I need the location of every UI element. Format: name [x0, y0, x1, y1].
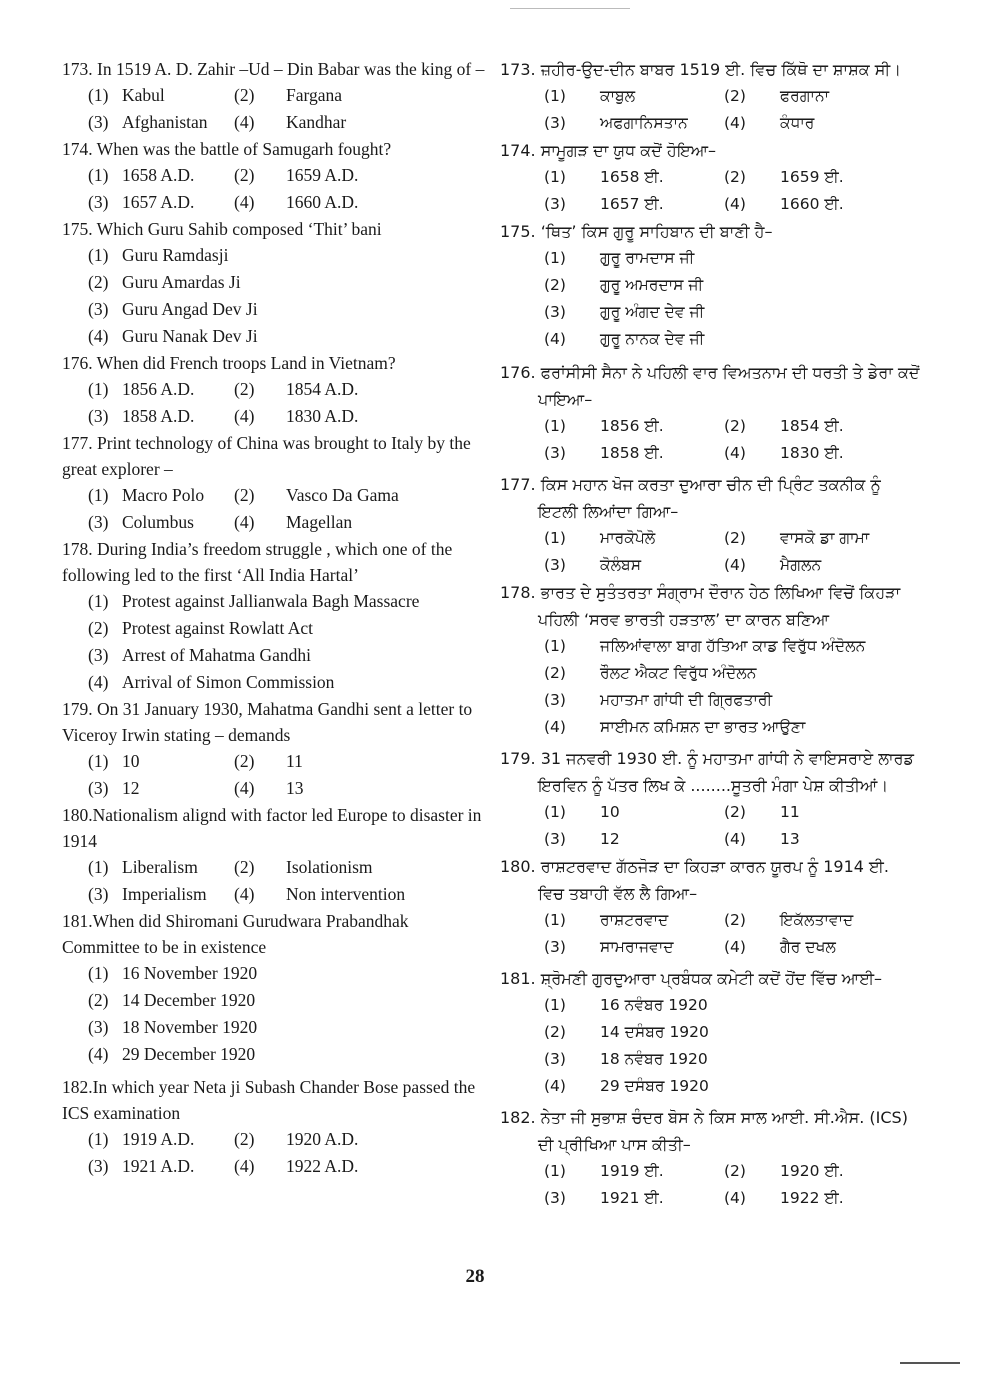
option-text: Afghanistan — [122, 112, 208, 132]
option-number: (2) — [88, 272, 109, 292]
option-number: (3) — [544, 830, 566, 848]
options — [500, 907, 920, 961]
option-number: (1) — [88, 165, 109, 185]
question-text: 181. ਸ਼੍ਰੋਮਣੀ ਗੁਰਦੁਆਰਾ ਪ੍ਰਬੰਧਕ ਕਮੇਟੀ ਕਦੋਂ ਹੋਂਦ ਵਿੱਚ ਆਈ– — [500, 969, 883, 988]
option-row — [544, 633, 920, 660]
option-text: Columbus — [122, 512, 194, 532]
option-row — [88, 960, 487, 987]
option-row — [544, 83, 920, 110]
option-text: 1830 A.D. — [286, 406, 359, 426]
question-text: 176. When did French troops Land in Vietnam? — [62, 353, 396, 373]
option-text: 1658 A.D. — [122, 165, 195, 185]
option-text: 1920 ਈ. — [780, 1162, 844, 1180]
options — [62, 748, 487, 802]
option-row — [88, 642, 487, 669]
question — [500, 965, 920, 1100]
option-text: 29 ਦਸੰਬਰ 1920 — [600, 1077, 709, 1095]
option-number: (1) — [544, 417, 566, 435]
option-row — [544, 191, 920, 218]
option-text: 1660 A.D. — [286, 192, 359, 212]
question — [62, 1074, 487, 1180]
option-row — [544, 552, 920, 579]
option-row — [544, 440, 920, 467]
option-number: (3) — [544, 691, 566, 709]
option-number: (4) — [724, 556, 746, 574]
option-number: (2) — [544, 664, 566, 682]
question — [62, 696, 487, 802]
option-number: (2) — [234, 1129, 255, 1149]
option-number: (1) — [544, 249, 566, 267]
question-text: 173. In 1519 A. D. Zahir –Ud – Din Babar was the king of – — [62, 59, 485, 79]
options — [500, 525, 920, 579]
option-row — [88, 588, 487, 615]
option-number: (3) — [88, 1017, 109, 1037]
options — [500, 245, 920, 353]
option-row — [88, 509, 487, 536]
question-text: 182.In which year Neta ji Subash Chander Bose passed the ICS examination — [62, 1077, 476, 1123]
option-text: Guru Amardas Ji — [122, 272, 241, 292]
options — [500, 164, 920, 218]
english-column — [62, 56, 487, 1186]
option-row — [544, 687, 920, 714]
option-number: (3) — [88, 112, 109, 132]
option-text: 1919 ਈ. — [600, 1162, 664, 1180]
option-number: (2) — [724, 911, 746, 929]
option-number: (1) — [88, 485, 109, 505]
option-text: Arrival of Simon Commission — [122, 672, 335, 692]
option-text: ਗੁਰੂ ਅਮਰਦਾਸ ਜੀ — [600, 276, 704, 294]
option-number: (4) — [234, 192, 255, 212]
option-row — [88, 1014, 487, 1041]
option-text: ਸਾਈਮਨ ਕਮਿਸ਼ਨ ਦਾ ਭਾਰਤ ਆਉਣਾ — [600, 718, 806, 736]
options — [500, 992, 920, 1100]
options — [500, 633, 920, 741]
options — [500, 1158, 920, 1212]
option-row — [544, 110, 920, 137]
option-row — [544, 245, 920, 272]
option-text: 16 ਨਵੰਬਰ 1920 — [600, 996, 708, 1014]
question — [62, 136, 487, 216]
question-text: 174. When was the battle of Samugarh fought? — [62, 139, 392, 159]
option-text: 11 — [780, 803, 800, 821]
option-number: (4) — [724, 195, 746, 213]
option-number: (1) — [88, 1129, 109, 1149]
option-row — [88, 109, 487, 136]
option-text: 14 ਦਸੰਬਰ 1920 — [600, 1023, 709, 1041]
option-text: 1659 ਈ. — [780, 168, 844, 186]
option-number: (3) — [544, 303, 566, 321]
option-number: (3) — [544, 195, 566, 213]
question — [62, 216, 487, 350]
option-row — [88, 242, 487, 269]
option-text: 11 — [286, 751, 303, 771]
question — [500, 471, 920, 579]
option-number: (4) — [88, 672, 109, 692]
options — [62, 1126, 487, 1180]
option-text: 1856 ਈ. — [600, 417, 664, 435]
option-text: ਸਾਮਰਾਜਵਾਦ — [600, 938, 674, 956]
question — [500, 853, 920, 961]
option-row — [544, 299, 920, 326]
option-number: (4) — [234, 112, 255, 132]
option-text: 1657 ਈ. — [600, 195, 664, 213]
option-number: (3) — [88, 1156, 109, 1176]
option-number: (2) — [88, 990, 109, 1010]
option-text: Kandhar — [286, 112, 347, 132]
question — [500, 745, 920, 853]
option-row — [88, 669, 487, 696]
option-text: 1858 ਈ. — [600, 444, 664, 462]
options — [62, 588, 487, 696]
option-text: 1921 A.D. — [122, 1156, 195, 1176]
options — [62, 162, 487, 216]
option-text: Non intervention — [286, 884, 406, 904]
question — [500, 218, 920, 353]
question-text: 176. ਫਰਾਂਸੀਸੀ ਸੈਨਾ ਨੇ ਪਹਿਲੀ ਵਾਰ ਵਿਅਤਨਾਮ ਦੀ ਧਰਤੀ ਤੇ ਡੇਰਾ ਕਦੋਂ ਪਾਇਆ– — [500, 363, 920, 409]
option-text: 1920 A.D. — [286, 1129, 359, 1149]
option-row — [544, 799, 920, 826]
option-text: ਮਹਾਤਮਾ ਗਾਂਧੀ ਦੀ ਗ੍ਰਿਫਤਾਰੀ — [600, 691, 773, 709]
option-number: (1) — [544, 637, 566, 655]
option-number: (3) — [544, 1050, 566, 1068]
option-text: 1919 A.D. — [122, 1129, 195, 1149]
option-text: Protest against Rowlatt Act — [122, 618, 314, 638]
question-text: 174. ਸਾਮੂਗੜ ਦਾ ਯੁਧ ਕਦੋਂ ਹੋਇਆ– — [500, 141, 717, 160]
options — [62, 242, 487, 350]
option-text: ਰਾਸ਼ਟਰਵਾਦ — [600, 911, 669, 929]
option-row — [544, 1185, 920, 1212]
option-number: (3) — [88, 884, 109, 904]
option-number: (1) — [544, 911, 566, 929]
option-row — [88, 854, 487, 881]
option-text: ਕੰਧਾਰ — [780, 114, 815, 132]
option-text: ਇਕੱਲਤਾਵਾਦ — [780, 911, 854, 929]
option-text: Fargana — [286, 85, 343, 105]
question-text: 181.When did Shiromani Gurudwara Prabandhak Committee to be in existence — [62, 911, 409, 957]
option-number: (1) — [88, 857, 109, 877]
options — [500, 799, 920, 853]
option-number: (3) — [88, 299, 109, 319]
question-text: 179. On 31 January 1930, Mahatma Gandhi sent a letter to Viceroy Irwin stating – demands — [62, 699, 473, 745]
option-text: 1830 ਈ. — [780, 444, 844, 462]
option-text: Guru Angad Dev Ji — [122, 299, 258, 319]
option-row — [544, 934, 920, 961]
option-text: ਗੈਰ ਦਖਲ — [780, 938, 836, 956]
option-number: (2) — [88, 618, 109, 638]
question — [500, 1104, 920, 1212]
option-row — [544, 525, 920, 552]
option-text: Vasco Da Gama — [286, 485, 399, 505]
option-text: 12 — [122, 778, 140, 798]
question — [500, 579, 920, 741]
option-number: (3) — [544, 556, 566, 574]
option-number: (4) — [234, 512, 255, 532]
option-text: 18 ਨਵੰਬਰ 1920 — [600, 1050, 708, 1068]
option-number: (2) — [724, 417, 746, 435]
question — [500, 56, 920, 137]
option-row — [88, 482, 487, 509]
question-text: 177. ਕਿਸ ਮਹਾਨ ਖੋਜ ਕਰਤਾ ਦੁਆਰਾ ਚੀਨ ਦੀ ਪ੍ਰਿੰਟ ਤਕਨੀਕ ਨੂੰ ਇਟਲੀ ਲਿਆਂਦਾ ਗਿਆ– — [500, 475, 881, 521]
option-number: (2) — [724, 87, 746, 105]
option-text: Imperialism — [122, 884, 207, 904]
option-text: ਅਫਗਾਨਿਸਤਾਨ — [600, 114, 688, 132]
question — [62, 350, 487, 430]
option-text: ਮਾਰਕੋਪੋਲੋ — [600, 529, 656, 547]
question — [500, 359, 920, 467]
option-number: (1) — [88, 963, 109, 983]
option-row — [544, 164, 920, 191]
option-row — [88, 162, 487, 189]
option-number: (4) — [724, 830, 746, 848]
option-number: (1) — [544, 87, 566, 105]
question-text: 177. Print technology of China was brought to Italy by the great explorer – — [62, 433, 471, 479]
option-text: Magellan — [286, 512, 353, 532]
option-text: Kabul — [122, 85, 165, 105]
option-row — [88, 987, 487, 1014]
option-number: (2) — [234, 165, 255, 185]
option-number: (1) — [88, 591, 109, 611]
option-text: ਜਲਿਆਂਵਾਲਾ ਬਾਗ ਹੱਤਿਆ ਕਾਡ ਵਿਰੁੱਧ ਅੰਦੋਲਨ — [600, 637, 866, 655]
option-number: (3) — [544, 1189, 566, 1207]
options — [62, 82, 487, 136]
option-row — [88, 881, 487, 908]
option-text: Protest against Jallianwala Bagh Massacre — [122, 591, 420, 611]
question-text: 180.Nationalism alignd with factor led Europe to disaster in 1914 — [62, 805, 482, 851]
option-row — [544, 660, 920, 687]
option-text: 18 November 1920 — [122, 1017, 258, 1037]
option-number: (2) — [724, 803, 746, 821]
option-row — [88, 775, 487, 802]
question-text: 182. ਨੇਤਾ ਜੀ ਸੁਭਾਸ਼ ਚੰਦਰ ਬੋਸ ਨੇ ਕਿਸ ਸਾਲ ਆਈ. ਸੀ.ਐਸ. (ICS) ਦੀ ਪ੍ਰੀਖਿਆ ਪਾਸ ਕੀਤੀ– — [500, 1108, 908, 1154]
options — [62, 854, 487, 908]
option-number: (1) — [88, 379, 109, 399]
option-text: Arrest of Mahatma Gandhi — [122, 645, 312, 665]
options — [62, 482, 487, 536]
option-row — [544, 714, 920, 741]
option-number: (4) — [724, 938, 746, 956]
option-number: (2) — [724, 1162, 746, 1180]
option-text: 10 — [122, 751, 140, 771]
question-text: 175. ‘ਥਿਤ’ ਕਿਸ ਗੁਰੂ ਸਾਹਿਬਾਨ ਦੀ ਬਾਣੀ ਹੈ– — [500, 222, 773, 241]
option-row — [88, 748, 487, 775]
option-number: (1) — [88, 85, 109, 105]
option-row — [544, 992, 920, 1019]
option-text: 1854 A.D. — [286, 379, 359, 399]
option-row — [88, 1153, 487, 1180]
option-row — [88, 1041, 487, 1068]
option-number: (3) — [88, 778, 109, 798]
option-text: ਗੁਰੂ ਰਾਮਦਾਸ ਜੀ — [600, 249, 695, 267]
option-row — [544, 272, 920, 299]
option-number: (3) — [544, 938, 566, 956]
option-number: (3) — [544, 114, 566, 132]
option-text: 13 — [780, 830, 800, 848]
option-text: 1858 A.D. — [122, 406, 195, 426]
option-text: 13 — [286, 778, 304, 798]
option-text: 10 — [600, 803, 620, 821]
option-row — [88, 376, 487, 403]
option-number: (2) — [724, 529, 746, 547]
question — [62, 56, 487, 136]
option-number: (4) — [88, 326, 109, 346]
option-number: (1) — [544, 529, 566, 547]
option-number: (2) — [724, 168, 746, 186]
option-text: 1922 A.D. — [286, 1156, 359, 1176]
question-text: 178. During India’s freedom struggle , which one of the following led to the first ‘All India Hartal’ — [62, 539, 453, 585]
option-text: ਗੁਰੂ ਨਾਨਕ ਦੇਵ ਜੀ — [600, 330, 705, 348]
option-text: 1658 ਈ. — [600, 168, 664, 186]
option-text: ਰੌਲਟ ਐਕਟ ਵਿਰੁੱਧ ਅੰਦੋਲਨ — [600, 664, 757, 682]
option-text: Guru Nanak Dev Ji — [122, 326, 258, 346]
option-row — [88, 323, 487, 350]
options — [500, 83, 920, 137]
option-number: (1) — [544, 803, 566, 821]
punjabi-column — [500, 56, 920, 1216]
question — [62, 536, 487, 696]
question-text: 180. ਰਾਸ਼ਟਰਵਾਦ ਗੱਠਜੋੜ ਦਾ ਕਿਹੜਾ ਕਾਰਨ ਯੂਰਪ ਨੂੰ 1914 ਈ. ਵਿਚ ਤਬਾਹੀ ਵੱਲ ਲੈ ਗਿਆ– — [500, 857, 889, 903]
options — [62, 376, 487, 430]
question — [62, 802, 487, 908]
option-row — [88, 1126, 487, 1153]
option-text: Liberalism — [122, 857, 198, 877]
question-text: 175. Which Guru Sahib composed ‘Thit’ bani — [62, 219, 382, 239]
option-text: 1922 ਈ. — [780, 1189, 844, 1207]
option-text: ਵਾਸਕੋ ਡਾ ਗਾਮਾ — [780, 529, 870, 547]
option-number: (4) — [544, 1077, 566, 1095]
option-text: ਕਾਬੁਲ — [600, 87, 636, 105]
option-row — [88, 615, 487, 642]
option-number: (4) — [88, 1044, 109, 1064]
option-number: (1) — [544, 1162, 566, 1180]
option-number: (3) — [88, 512, 109, 532]
option-row — [544, 1158, 920, 1185]
option-row — [88, 403, 487, 430]
option-row — [544, 1046, 920, 1073]
option-number: (2) — [234, 485, 255, 505]
option-number: (4) — [234, 778, 255, 798]
option-text: Guru Ramdasji — [122, 245, 229, 265]
option-number: (3) — [544, 444, 566, 462]
option-row — [544, 907, 920, 934]
option-text: 1921 ਈ. — [600, 1189, 664, 1207]
option-number: (2) — [234, 85, 255, 105]
option-text: ਮੈਗਲਨ — [780, 556, 822, 574]
option-text: ਕੋਲੰਬਸ — [600, 556, 642, 574]
option-number: (2) — [234, 751, 255, 771]
option-row — [544, 326, 920, 353]
option-number: (1) — [544, 996, 566, 1014]
question-text: 179. 31 ਜਨਵਰੀ 1930 ਈ. ਨੂੰ ਮਹਾਤਮਾ ਗਾਂਧੀ ਨੇ ਵਾਇਸਰਾਏ ਲਾਰਡ ਇਰਵਿਨ ਨੂੰ ਪੱਤਰ ਲਿਖ ਕੇ ........ਸੂਤਰੀ ਮੰਗਾ ਪੇਸ਼ ਕੀਤੀਆਂ। — [500, 749, 914, 795]
option-number: (4) — [234, 884, 255, 904]
option-text: 1854 ਈ. — [780, 417, 844, 435]
option-number: (4) — [724, 1189, 746, 1207]
option-text: Isolationism — [286, 857, 373, 877]
option-row — [88, 296, 487, 323]
option-text: 1659 A.D. — [286, 165, 359, 185]
question-text: 178. ਭਾਰਤ ਦੇ ਸੁਤੰਤਰਤਾ ਸੰਗ੍ਰਾਮ ਦੌਰਾਨ ਹੇਠ ਲਿਖਿਆ ਵਿਚੋਂ ਕਿਹੜਾ ਪਹਿਲੀ ‘ਸਰਵ ਭਾਰਤੀ ਹੜਤਾਲ’ ਦਾ ਕਾਰਨ ਬਣਿਆ — [500, 583, 901, 629]
options — [62, 960, 487, 1068]
option-row — [88, 189, 487, 216]
option-text: 12 — [600, 830, 620, 848]
question-text: 173. ਜ਼ਹੀਰ-ਉਦ-ਦੀਨ ਬਾਬਰ 1519 ਈ. ਵਿਚ ਕਿੱਥੋ ਦਾ ਸ਼ਾਸ਼ਕ ਸੀ। — [500, 60, 902, 79]
option-row — [88, 269, 487, 296]
option-text: 29 December 1920 — [122, 1044, 256, 1064]
option-number: (4) — [544, 718, 566, 736]
option-text: ਫਰਗਾਨਾ — [780, 87, 830, 105]
question — [62, 430, 487, 536]
option-row — [88, 82, 487, 109]
option-row — [544, 1073, 920, 1100]
option-number: (4) — [234, 1156, 255, 1176]
option-text: 14 December 1920 — [122, 990, 256, 1010]
option-number: (2) — [544, 276, 566, 294]
option-number: (1) — [88, 751, 109, 771]
option-number: (3) — [88, 192, 109, 212]
option-text: 1657 A.D. — [122, 192, 195, 212]
scan-top-line — [510, 8, 630, 9]
question — [500, 137, 920, 218]
options — [500, 413, 920, 467]
option-number: (3) — [88, 406, 109, 426]
option-number: (2) — [234, 379, 255, 399]
question — [62, 908, 487, 1068]
option-number: (1) — [544, 168, 566, 186]
option-text: Macro Polo — [122, 485, 205, 505]
option-number: (4) — [544, 330, 566, 348]
scan-corner-mark — [900, 1362, 960, 1364]
option-number: (2) — [234, 857, 255, 877]
option-text: 1660 ਈ. — [780, 195, 844, 213]
option-number: (3) — [88, 645, 109, 665]
option-number: (4) — [724, 444, 746, 462]
option-row — [544, 1019, 920, 1046]
option-row — [544, 413, 920, 440]
option-number: (4) — [724, 114, 746, 132]
option-text: 16 November 1920 — [122, 963, 258, 983]
option-number: (2) — [544, 1023, 566, 1041]
option-number: (4) — [234, 406, 255, 426]
page-number: 28 — [465, 1266, 485, 1287]
option-number: (1) — [88, 245, 109, 265]
option-text: ਗੁਰੂ ਅੰਗਦ ਦੇਵ ਜੀ — [600, 303, 705, 321]
option-row — [544, 826, 920, 853]
option-text: 1856 A.D. — [122, 379, 195, 399]
